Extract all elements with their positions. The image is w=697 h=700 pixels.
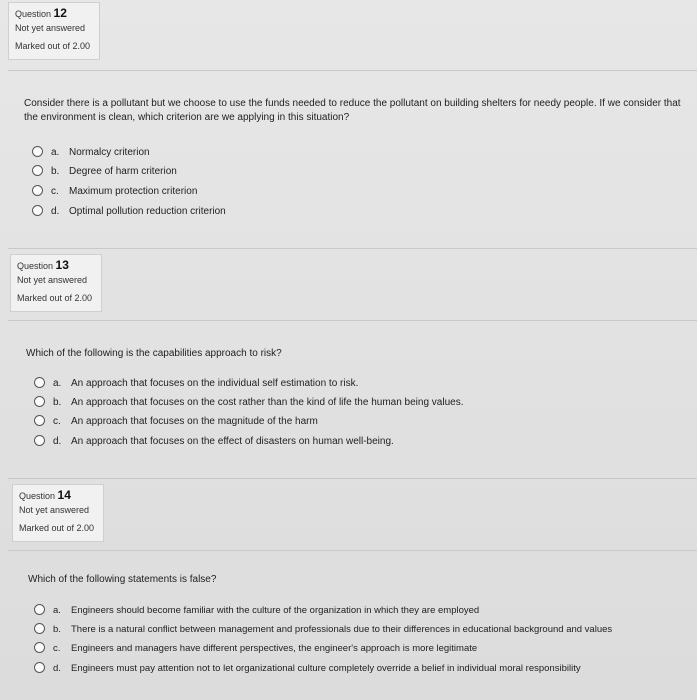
question-status-12: Not yet answered — [15, 23, 86, 33]
radio-button[interactable] — [32, 205, 43, 216]
option-12-d[interactable]: d. Optimal pollution reduction criterion — [32, 204, 226, 220]
question-info-14 — [12, 484, 104, 542]
question-info-12 — [8, 2, 100, 60]
radio-button[interactable] — [34, 642, 45, 653]
divider — [8, 70, 697, 71]
radio-button[interactable] — [32, 146, 43, 157]
question-status-13: Not yet answered — [17, 275, 88, 285]
option-13-b[interactable]: b. An approach that focuses on the cost rather than the kind of life the human being values. — [34, 395, 463, 411]
question-text-13: Which of the following is the capabilities approach to risk? — [26, 348, 282, 359]
question-status-14: Not yet answered — [19, 505, 90, 515]
radio-button[interactable] — [32, 165, 43, 176]
question-text-14: Which of the following statements is false? — [28, 574, 217, 585]
question-marks-12: Marked out of 2.00 — [15, 41, 91, 51]
radio-button[interactable] — [34, 623, 45, 634]
option-14-a[interactable]: a. Engineers should become familiar with the culture of the organization in which they are employed — [34, 603, 479, 619]
radio-button[interactable] — [32, 185, 43, 196]
question-number-14: Question 14 — [19, 488, 71, 502]
option-12-c[interactable]: c. Maximum protection criterion — [32, 184, 197, 200]
option-14-d[interactable]: d. Engineers must pay attention not to let organizational culture completely override a belief in individual moral responsibility — [34, 661, 581, 677]
radio-button[interactable] — [34, 604, 45, 615]
divider — [8, 550, 697, 551]
question-marks-14: Marked out of 2.00 — [19, 523, 95, 533]
option-12-a[interactable]: a. Normalcy criterion — [32, 145, 150, 161]
option-14-b[interactable]: b. There is a natural conflict between management and professionals due to their differences in educational background and values — [34, 622, 612, 638]
question-text-12: Consider there is a pollutant but we choose to use the funds needed to reduce the pollutant on building shelters for needy people. If we consider that the environment is clean, which criterion are we applying in this situation? — [24, 98, 681, 123]
divider — [8, 478, 697, 479]
question-info-13 — [10, 254, 102, 312]
option-13-a[interactable]: a. An approach that focuses on the individual self estimation to risk. — [34, 376, 358, 392]
option-13-d[interactable]: d. An approach that focuses on the effect of disasters on human well-being. — [34, 434, 394, 450]
option-14-c[interactable]: c. Engineers and managers have different perspectives, the engineer's approach is more legitimate — [34, 641, 477, 657]
radio-button[interactable] — [34, 415, 45, 426]
option-12-b[interactable]: b. Degree of harm criterion — [32, 164, 177, 180]
option-13-c[interactable]: c. An approach that focuses on the magnitude of the harm — [34, 414, 318, 430]
divider — [8, 320, 697, 321]
question-marks-13: Marked out of 2.00 — [17, 293, 93, 303]
divider — [8, 248, 697, 249]
radio-button[interactable] — [34, 377, 45, 388]
radio-button[interactable] — [34, 662, 45, 673]
question-number-13: Question 13 — [17, 258, 69, 272]
radio-button[interactable] — [34, 396, 45, 407]
question-number-12: Question 12 — [15, 6, 67, 20]
radio-button[interactable] — [34, 435, 45, 446]
